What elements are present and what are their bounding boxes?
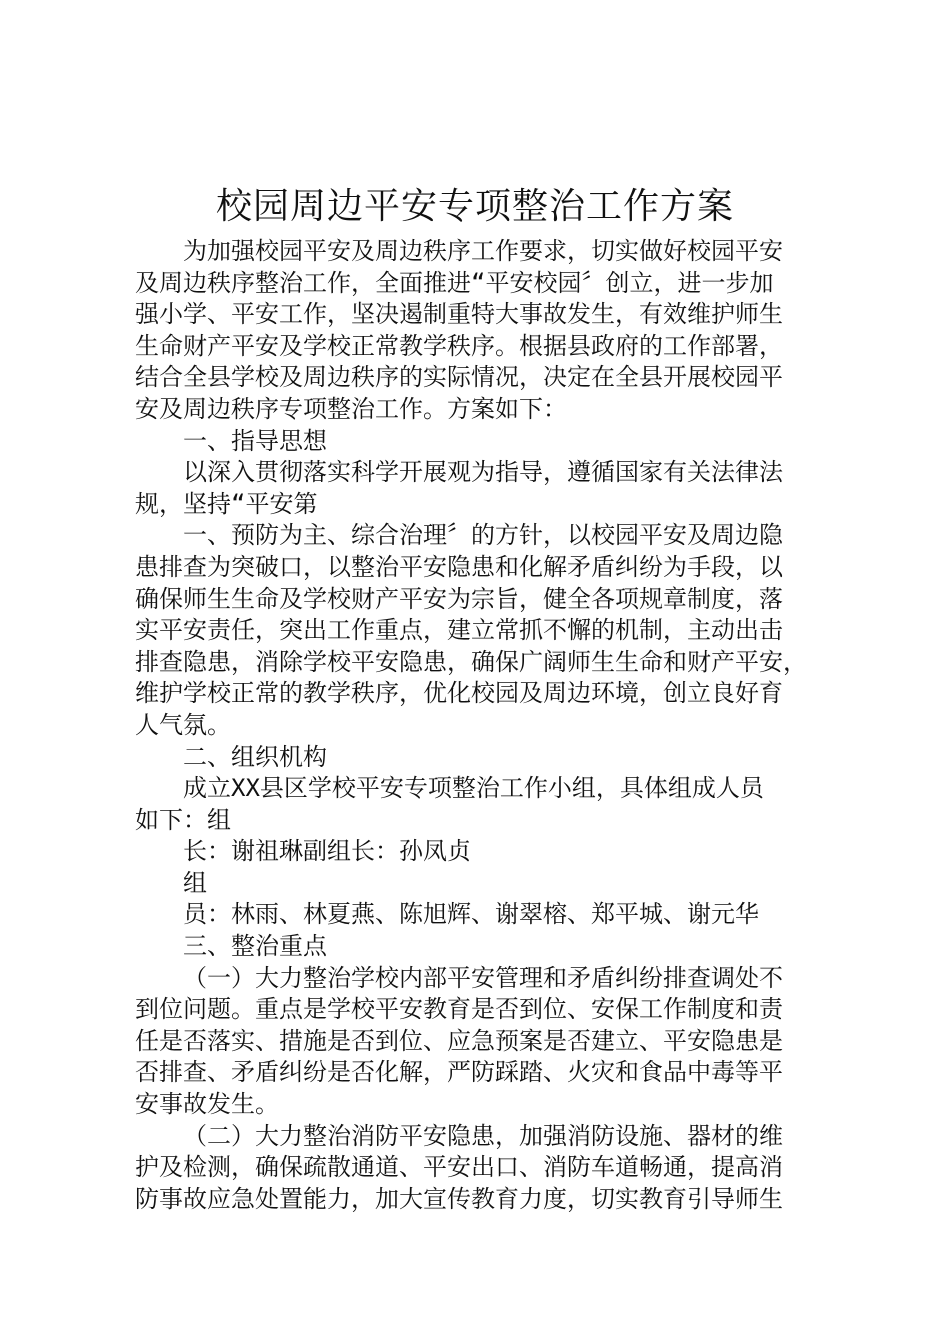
body-line: 以深入贯彻落实科学开展观为指导，遵循国家有关法律法 xyxy=(183,458,783,487)
body-line: 任是否落实、措施是否到位、应急预案是否建立、平安隐患是 xyxy=(135,1026,783,1055)
body-line: 护及检测，确保疏散通道、平安出口、消防车道畅通，提高消 xyxy=(135,1153,783,1182)
body-line: 及周边秩序整治工作，全面推进“平安校园〞创立，进一步加 xyxy=(135,268,774,297)
body-line: （二）大力整治消防平安隐患，加强消防设施、器材的维 xyxy=(183,1121,783,1150)
body-line: 如下：组 xyxy=(135,805,231,834)
body-line: 防事故应急处置能力，加大宣传教育力度，切实教育引导师生 xyxy=(135,1184,783,1213)
body-line: 生命财产平安及学校正常教学秩序。根据县政府的工作部署， xyxy=(135,331,783,360)
body-line: 员：林雨、林夏燕、陈旭辉、谢翠榕、郑平城、谢元华 xyxy=(183,900,759,929)
body-line: 到位问题。重点是学校平安教育是否到位、安保工作制度和责 xyxy=(135,995,783,1024)
body-line: 二、组织机构 xyxy=(183,742,327,771)
body-line: （一）大力整治学校内部平安管理和矛盾纠纷排查调处不 xyxy=(183,963,783,992)
body-line: 为加强校园平安及周边秩序工作要求，切实做好校园平安 xyxy=(183,237,783,265)
body-line: 人气氛。 xyxy=(135,710,231,739)
body-line: 患排查为突破口，以整治平安隐患和化解矛盾纠纷为手段，以 xyxy=(135,552,783,581)
body-line: 一、预防为主、综合治理〞的方针，以校园平安及周边隐 xyxy=(183,521,783,550)
body-line: 确保师生生命及学校财产平安为宗旨，健全各项规章制度，落 xyxy=(135,584,783,613)
body-line: 否排查、矛盾纠纷是否化解，严防踩踏、火灾和食品中毒等平 xyxy=(135,1058,783,1087)
body-line: 实平安责任，突出工作重点，建立常抓不懈的机制，主动出击 xyxy=(135,616,783,645)
document-title: 校园周边平安专项整治工作方案 xyxy=(215,186,734,227)
body-line: 维护学校正常的教学秩序，优化校园及周边环境，创立良好育 xyxy=(135,679,783,708)
body-line: 组 xyxy=(183,868,207,897)
body-line: 长：谢祖琳副组长：孙凤贞 xyxy=(183,837,471,866)
body-line: 强小学、平安工作，坚决遏制重特大事故发生，有效维护师生 xyxy=(135,300,783,329)
body-line: 一、指导思想 xyxy=(183,426,327,455)
body-line: 成立XX县区学校平安专项整治工作小组，具体组成人员 xyxy=(183,774,764,803)
body-line: 结合全县学校及周边秩序的实际情况，决定在全县开展校园平 xyxy=(135,363,783,392)
body-line: 安事故发生。 xyxy=(135,1090,279,1119)
body-line: 规，坚持“平安第 xyxy=(135,489,318,518)
document-body xyxy=(135,236,825,1215)
body-line: 排查隐患，消除学校平安隐患，确保广阔师生生命和财产平安， xyxy=(135,647,807,676)
body-line: 安及周边秩序专项整治工作。方案如下： xyxy=(135,394,567,423)
body-line: 三、整治重点 xyxy=(183,932,327,961)
